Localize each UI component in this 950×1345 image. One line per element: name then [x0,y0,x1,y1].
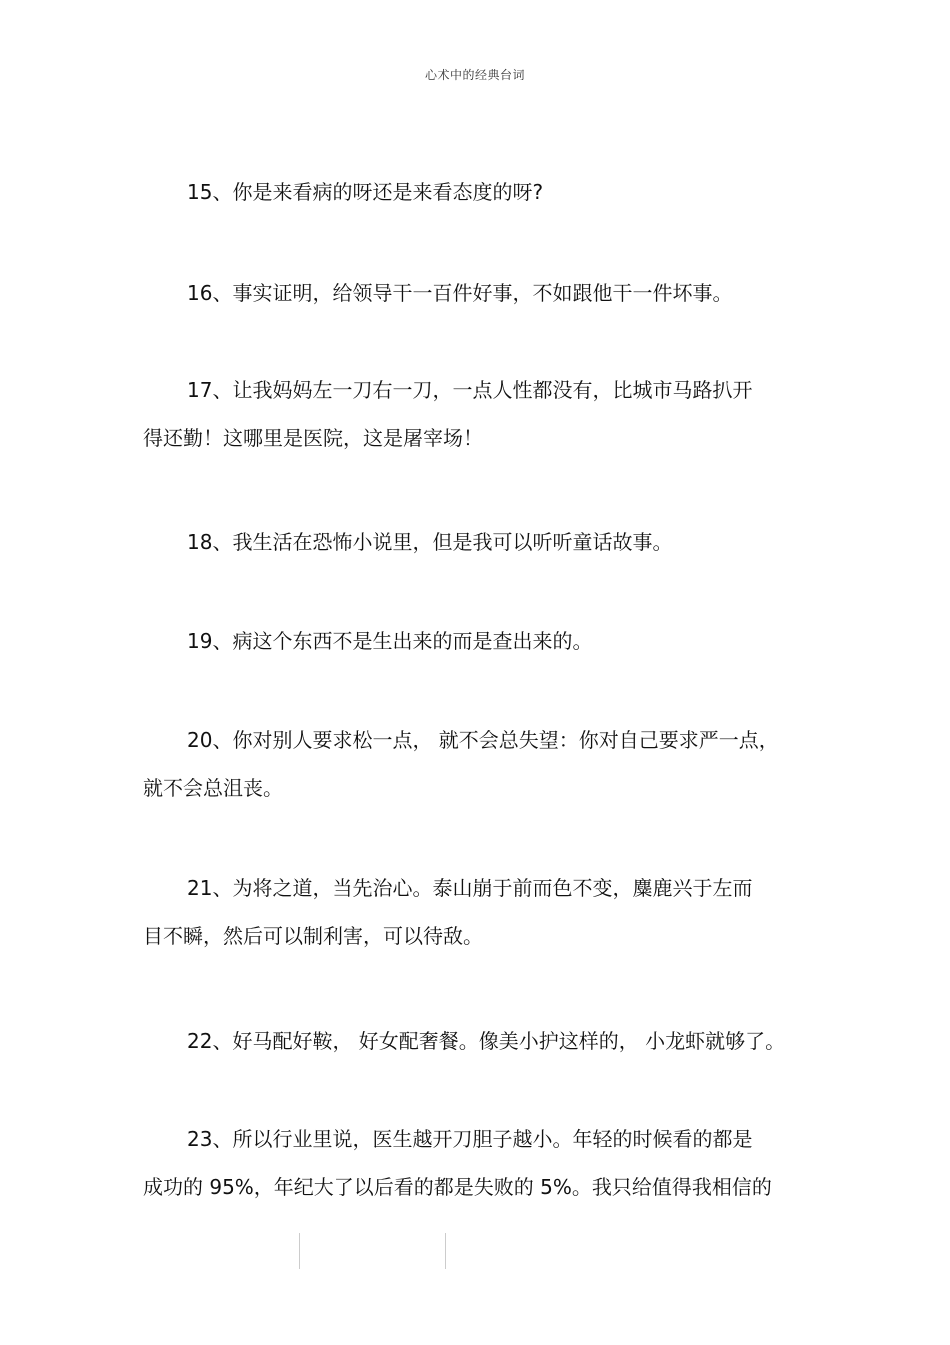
quote-21-line-1: 21、为将之道，当先治心。泰山崩于前而色不变，麋鹿兴于左而 [187,876,753,900]
quote-23-line-2: 成功的 95%，年纪大了以后看的都是失败的 5%。我只给值得我相信的 [143,1175,772,1199]
quote-20-line-2: 就不会总沮丧。 [143,776,283,800]
quote-22-line-1: 22、好马配好鞍， 好女配奢餐。像美小护这样的， 小龙虾就够了。 [187,1029,786,1053]
quote-22 [143,1017,803,1065]
quote-17-line-1: 17、让我妈妈左一刀右一刀，一点人性都没有，比城市马路扒开 [187,378,753,402]
quote-23 [143,1115,803,1211]
quote-15 [143,168,803,216]
quote-16 [143,269,803,317]
quote-20-line-1: 20、你对别人要求松一点， 就不会总失望：你对自己要求严一点， [187,728,779,752]
quote-21-line-2: 目不瞬，然后可以制利害，可以待敌。 [143,924,483,948]
page-edge-mark-left [299,1233,300,1269]
quote-20 [143,716,803,812]
quote-18 [143,518,803,566]
quote-21 [143,864,803,960]
quote-16-line-1: 16、事实证明，给领导干一百件好事，不如跟他干一件坏事。 [187,281,733,305]
quote-19 [143,617,803,665]
page-edge-mark-right [445,1233,446,1269]
quote-17-line-2: 得还勤！这哪里是医院，这是屠宰场！ [143,426,483,450]
quote-23-line-1: 23、所以行业里说，医生越开刀胆子越小。年轻的时候看的都是 [187,1127,753,1151]
quote-17 [143,366,803,462]
quote-19-line-1: 19、病这个东西不是生出来的而是查出来的。 [187,629,593,653]
quote-18-line-1: 18、我生活在恐怖小说里，但是我可以听听童话故事。 [187,530,673,554]
quote-15-line-1: 15、你是来看病的呀还是来看态度的呀? [187,180,544,204]
page-header: 心术中的经典台词 [424,68,525,82]
